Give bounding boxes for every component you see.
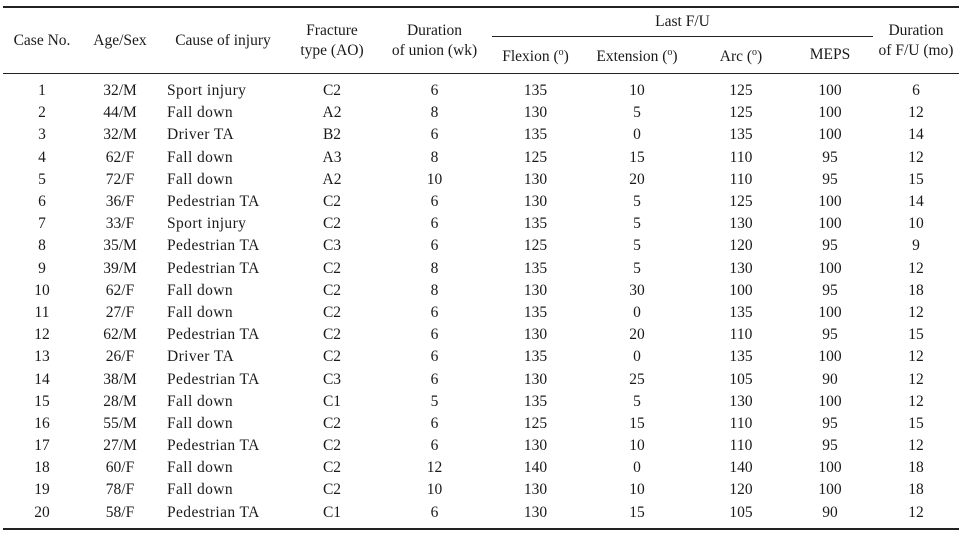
cell-duration-union: 10 xyxy=(426,481,443,499)
cell-extension: 20 xyxy=(629,326,645,344)
cell-duration-fu: 14 xyxy=(908,193,924,211)
cell-flexion: 130 xyxy=(523,437,548,455)
cell-meps: 100 xyxy=(818,104,842,122)
cell-age-sex: 36/F xyxy=(105,193,135,211)
cell-cause: Fall down xyxy=(167,148,234,166)
table-row xyxy=(3,147,959,169)
cell-arc: 120 xyxy=(729,481,753,499)
header-arc xyxy=(695,37,787,74)
header-age-sex: Age/Sex xyxy=(81,7,159,74)
cell-duration-fu: 9 xyxy=(912,237,920,255)
cell-extension: 15 xyxy=(629,414,645,432)
cell-duration-fu: 12 xyxy=(908,148,924,166)
cell-meps: 100 xyxy=(818,259,842,277)
cell-meps: 100 xyxy=(818,193,842,211)
cell-meps: 95 xyxy=(822,237,838,255)
cell-extension: 5 xyxy=(633,259,641,277)
paren: ) xyxy=(757,48,763,65)
cell-meps: 95 xyxy=(822,414,838,432)
cell-case-no: 19 xyxy=(34,481,50,499)
cell-extension: 5 xyxy=(633,392,641,410)
cell-duration-union: 6 xyxy=(430,215,439,233)
cell-cause: Fall down xyxy=(167,392,234,410)
cell-duration-fu: 12 xyxy=(908,303,924,321)
cell-duration-union: 6 xyxy=(430,303,439,321)
cell-age-sex: 44/M xyxy=(103,104,137,122)
table-row xyxy=(3,235,959,257)
cell-meps: 95 xyxy=(822,437,838,455)
cell-extension: 15 xyxy=(629,148,645,166)
header-union-line1: Duration xyxy=(406,21,463,39)
table-row xyxy=(3,191,959,213)
cell-fracture-type: A2 xyxy=(322,170,342,188)
cell-duration-union: 6 xyxy=(430,193,439,211)
header-duration-union xyxy=(377,7,492,74)
cell-age-sex: 60/F xyxy=(105,459,135,477)
header-flexion-label: Flexion ( xyxy=(502,48,559,65)
table-row xyxy=(3,457,959,479)
cell-duration-union: 12 xyxy=(426,459,443,477)
cell-cause: Fall down xyxy=(167,303,234,321)
cell-age-sex: 55/M xyxy=(103,414,137,432)
table-row xyxy=(3,391,959,413)
table-row xyxy=(3,102,959,124)
table-row xyxy=(3,479,959,501)
cell-flexion: 130 xyxy=(523,170,548,188)
cell-case-no: 18 xyxy=(34,459,50,477)
cell-cause: Fall down xyxy=(167,481,234,499)
degree-symbol: o xyxy=(752,47,758,58)
cell-flexion: 135 xyxy=(523,303,548,321)
cell-duration-fu: 15 xyxy=(908,414,924,432)
cell-flexion: 130 xyxy=(523,481,548,499)
cell-fracture-type: C2 xyxy=(322,281,342,299)
cell-case-no: 16 xyxy=(34,414,50,432)
header-case-no: Case No. xyxy=(3,7,81,74)
cell-duration-union: 6 xyxy=(430,237,439,255)
cell-duration-union: 5 xyxy=(430,392,439,410)
table-row xyxy=(3,413,959,435)
cell-flexion: 135 xyxy=(523,126,548,144)
cell-arc: 125 xyxy=(729,193,753,211)
cell-case-no: 13 xyxy=(34,348,50,366)
cell-arc: 135 xyxy=(729,303,753,321)
cell-flexion: 135 xyxy=(523,392,548,410)
cell-case-no: 15 xyxy=(34,392,50,410)
cell-case-no: 7 xyxy=(38,215,46,233)
cell-duration-union: 8 xyxy=(430,104,439,122)
cell-age-sex: 32/M xyxy=(103,82,137,100)
cell-fracture-type: B2 xyxy=(322,126,342,144)
cell-meps: 100 xyxy=(818,303,842,321)
cell-flexion: 125 xyxy=(523,148,548,166)
cell-fracture-type: C2 xyxy=(322,193,342,211)
cell-case-no: 1 xyxy=(38,82,46,100)
cell-fracture-type: C1 xyxy=(322,392,342,410)
cell-fracture-type: C2 xyxy=(322,481,342,499)
cell-cause: Pedestrian TA xyxy=(167,259,260,277)
cell-duration-fu: 18 xyxy=(908,459,924,477)
cell-flexion: 135 xyxy=(523,259,548,277)
cell-arc: 100 xyxy=(729,281,753,299)
cell-arc: 120 xyxy=(729,237,753,255)
cell-age-sex: 27/M xyxy=(103,437,137,455)
cell-cause: Pedestrian TA xyxy=(167,370,260,388)
cell-extension: 30 xyxy=(629,281,645,299)
cell-duration-union: 6 xyxy=(430,82,439,100)
cell-case-no: 6 xyxy=(38,193,46,211)
cell-meps: 100 xyxy=(818,481,842,499)
cell-arc: 105 xyxy=(729,370,753,388)
cell-fracture-type: C1 xyxy=(287,502,377,529)
paren: ) xyxy=(672,48,678,65)
cell-cause: Sport injury xyxy=(167,82,247,100)
cell-meps: 90 xyxy=(822,370,838,388)
cell-age-sex: 62/M xyxy=(103,326,137,344)
cell-duration-fu: 6 xyxy=(912,82,920,100)
header-fracture-line2: type (AO) xyxy=(300,41,364,59)
cell-case-no: 5 xyxy=(38,170,46,188)
cell-age-sex: 58/F xyxy=(81,502,159,529)
header-extension xyxy=(579,37,695,74)
cell-case-no: 17 xyxy=(34,437,50,455)
cell-cause: Pedestrian TA xyxy=(167,437,260,455)
cell-age-sex: 62/F xyxy=(105,281,135,299)
table-row xyxy=(3,368,959,390)
cell-meps: 95 xyxy=(822,281,838,299)
cell-duration-union: 6 xyxy=(430,437,439,455)
cell-case-no: 8 xyxy=(38,237,46,255)
header-duration-fu xyxy=(873,7,959,74)
cell-meps: 100 xyxy=(818,215,842,233)
cell-flexion: 130 xyxy=(523,326,548,344)
cell-arc: 110 xyxy=(729,148,753,166)
cell-age-sex: 38/M xyxy=(103,370,137,388)
cell-arc: 140 xyxy=(729,459,753,477)
cell-extension: 5 xyxy=(633,237,641,255)
header-union-line2: of union (wk) xyxy=(391,41,478,59)
cell-age-sex: 26/F xyxy=(105,348,135,366)
cell-cause: Pedestrian TA xyxy=(167,237,260,255)
cell-flexion: 130 xyxy=(523,193,548,211)
cell-extension: 0 xyxy=(633,303,641,321)
cell-arc: 130 xyxy=(729,215,753,233)
cell-flexion: 130 xyxy=(523,281,548,299)
cell-duration-fu: 12 xyxy=(908,437,924,455)
cell-fracture-type: C2 xyxy=(322,414,342,432)
cell-duration-fu: 15 xyxy=(908,326,924,344)
table-header xyxy=(3,7,959,74)
cell-flexion: 130 xyxy=(523,370,548,388)
cell-fracture-type: C2 xyxy=(322,348,342,366)
cell-extension: 0 xyxy=(633,126,641,144)
cell-case-no: 14 xyxy=(34,370,50,388)
cell-cause: Sport injury xyxy=(167,215,247,233)
table-row xyxy=(3,124,959,146)
cell-fracture-type: C2 xyxy=(322,259,342,277)
table-row xyxy=(3,280,959,302)
cell-arc: 110 xyxy=(729,437,753,455)
cell-meps: 90 xyxy=(787,502,873,529)
cell-fracture-type: C2 xyxy=(322,82,342,100)
cell-case-no: 3 xyxy=(38,126,46,144)
cell-extension: 0 xyxy=(633,459,641,477)
table-row xyxy=(3,502,959,529)
cell-case-no: 10 xyxy=(34,281,50,299)
table-body xyxy=(3,74,959,529)
cell-meps: 100 xyxy=(818,348,842,366)
cell-extension: 15 xyxy=(579,502,695,529)
cell-arc: 130 xyxy=(729,392,753,410)
cell-extension: 0 xyxy=(633,348,641,366)
cell-cause: Driver TA xyxy=(167,126,235,144)
cell-arc: 110 xyxy=(729,170,753,188)
cell-cause: Fall down xyxy=(167,414,234,432)
table-row xyxy=(3,213,959,235)
header-meps: MEPS xyxy=(787,37,873,74)
header-fu-line2: of F/U (mo) xyxy=(878,41,954,59)
cell-fracture-type: C2 xyxy=(322,437,342,455)
cell-meps: 95 xyxy=(822,148,838,166)
cell-meps: 100 xyxy=(818,82,842,100)
cell-fracture-type: C3 xyxy=(322,370,342,388)
header-cause: Cause of injury xyxy=(159,7,287,74)
cell-flexion: 135 xyxy=(523,82,548,100)
cell-extension: 25 xyxy=(629,370,645,388)
cell-age-sex: 33/F xyxy=(105,215,135,233)
cell-duration-fu: 18 xyxy=(908,281,924,299)
cell-extension: 5 xyxy=(633,215,641,233)
cell-duration-fu: 15 xyxy=(908,170,924,188)
cell-cause: Fall down xyxy=(167,104,234,122)
cell-case-no: 11 xyxy=(34,303,50,321)
table-row xyxy=(3,258,959,280)
cell-case-no: 2 xyxy=(38,104,46,122)
cell-arc: 135 xyxy=(729,126,753,144)
cell-cause: Pedestrian TA xyxy=(167,193,260,211)
cell-duration-union: 6 xyxy=(430,348,439,366)
cell-case-no: 12 xyxy=(34,326,50,344)
cell-age-sex: 39/M xyxy=(103,259,137,277)
cell-fracture-type: C2 xyxy=(322,303,342,321)
header-arc-label: Arc ( xyxy=(719,48,753,65)
cell-meps: 100 xyxy=(818,392,842,410)
cell-arc: 130 xyxy=(729,259,753,277)
header-last-fu: Last F/U xyxy=(492,7,873,37)
cell-age-sex: 32/M xyxy=(103,126,137,144)
cell-extension: 10 xyxy=(629,481,645,499)
cell-flexion: 130 xyxy=(492,502,579,529)
cell-duration-fu: 12 xyxy=(908,348,924,366)
cell-duration-fu: 18 xyxy=(908,481,924,499)
cell-duration-union: 6 xyxy=(430,370,439,388)
cell-cause: Fall down xyxy=(167,459,234,477)
header-extension-label: Extension ( xyxy=(596,48,668,65)
table-row xyxy=(3,302,959,324)
cell-duration-fu: 12 xyxy=(908,259,924,277)
cell-age-sex: 27/F xyxy=(105,303,135,321)
cell-arc: 135 xyxy=(729,348,753,366)
cell-age-sex: 72/F xyxy=(105,170,135,188)
cell-duration-union: 8 xyxy=(430,281,439,299)
degree-symbol: o xyxy=(558,47,564,58)
cell-duration-fu: 12 xyxy=(873,502,959,529)
paren: ) xyxy=(563,48,569,65)
cell-arc: 110 xyxy=(729,326,753,344)
table-row xyxy=(3,169,959,191)
cell-extension: 10 xyxy=(629,82,645,100)
cell-age-sex: 35/M xyxy=(103,237,137,255)
cell-extension: 5 xyxy=(633,104,641,122)
cell-flexion: 125 xyxy=(523,414,548,432)
cell-duration-fu: 12 xyxy=(908,370,924,388)
header-fracture-type xyxy=(287,7,377,74)
cell-duration-fu: 12 xyxy=(908,392,924,410)
cell-meps: 100 xyxy=(818,459,842,477)
cell-meps: 100 xyxy=(818,126,842,144)
cell-case-no: 20 xyxy=(3,502,81,529)
cell-meps: 95 xyxy=(822,326,838,344)
cell-duration-union: 6 xyxy=(430,126,439,144)
cell-cause: Fall down xyxy=(167,281,234,299)
cell-fracture-type: A2 xyxy=(322,104,342,122)
cell-arc: 110 xyxy=(729,414,753,432)
cell-duration-union: 6 xyxy=(430,326,439,344)
table-row xyxy=(3,74,959,103)
cell-duration-union: 10 xyxy=(426,170,443,188)
cell-case-no: 9 xyxy=(38,259,46,277)
cell-arc: 125 xyxy=(729,82,753,100)
cell-flexion: 135 xyxy=(523,215,548,233)
cell-cause: Pedestrian TA xyxy=(159,502,287,529)
cell-extension: 20 xyxy=(629,170,645,188)
cell-meps: 95 xyxy=(822,170,838,188)
cell-flexion: 125 xyxy=(523,237,548,255)
case-table xyxy=(3,6,959,530)
cell-case-no: 4 xyxy=(38,148,46,166)
cell-arc: 125 xyxy=(729,104,753,122)
cell-fracture-type: C2 xyxy=(322,215,342,233)
cell-extension: 10 xyxy=(629,437,645,455)
cell-flexion: 130 xyxy=(523,104,548,122)
cell-cause: Pedestrian TA xyxy=(167,326,260,344)
cell-cause: Driver TA xyxy=(167,348,235,366)
cell-age-sex: 62/F xyxy=(105,148,135,166)
cell-age-sex: 78/F xyxy=(105,481,135,499)
degree-symbol: o xyxy=(667,47,673,58)
cell-duration-union: 6 xyxy=(377,502,492,529)
cell-fracture-type: C2 xyxy=(322,326,342,344)
cell-flexion: 135 xyxy=(523,348,548,366)
cell-fracture-type: C3 xyxy=(322,237,342,255)
header-flexion xyxy=(492,37,579,74)
table-row xyxy=(3,324,959,346)
cell-duration-fu: 10 xyxy=(908,215,924,233)
cell-duration-fu: 12 xyxy=(908,104,924,122)
cell-fracture-type: C2 xyxy=(322,459,342,477)
cell-duration-union: 8 xyxy=(430,148,439,166)
cell-age-sex: 28/M xyxy=(103,392,137,410)
cell-duration-fu: 14 xyxy=(908,126,924,144)
table-row xyxy=(3,346,959,368)
table-row xyxy=(3,435,959,457)
cell-fracture-type: A3 xyxy=(322,148,342,166)
cell-extension: 5 xyxy=(633,193,641,211)
header-fracture-line1: Fracture xyxy=(306,21,358,39)
header-fu-line1: Duration xyxy=(888,21,944,39)
cell-duration-union: 6 xyxy=(430,414,439,432)
cell-duration-union: 8 xyxy=(430,259,439,277)
cell-cause: Fall down xyxy=(167,170,234,188)
cell-arc: 105 xyxy=(695,502,787,529)
cell-flexion: 140 xyxy=(523,459,548,477)
